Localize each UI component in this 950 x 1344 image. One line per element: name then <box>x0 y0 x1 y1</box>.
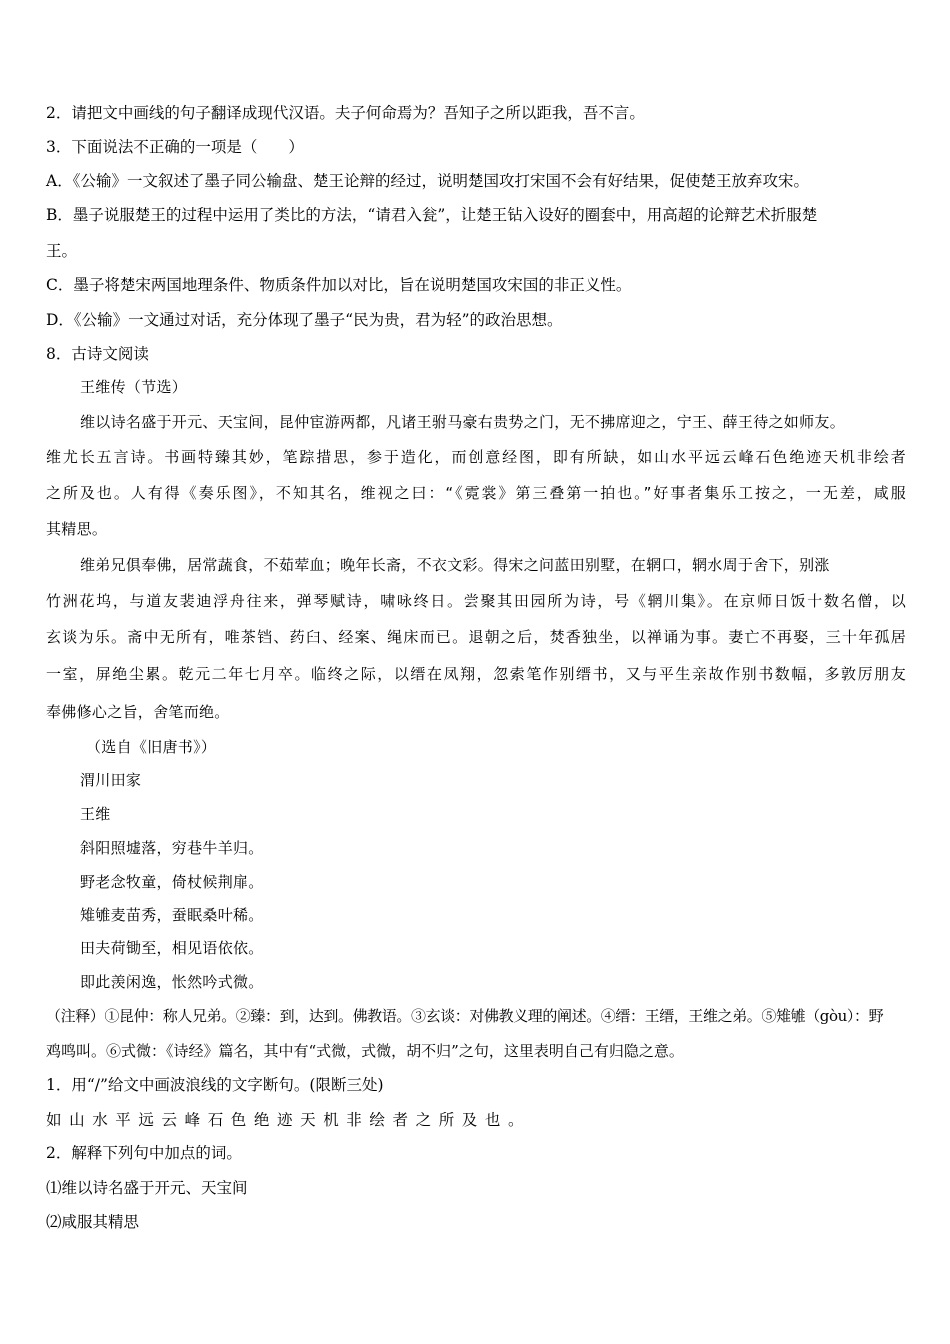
option-c: C．墨子将楚宋两国地理条件、物质条件加以对比，旨在说明楚国攻宋国的非正义性。 <box>46 276 632 294</box>
notes-line-1: （注释）①昆仲：称人兄弟。②臻：到，达到。佛教语。③玄谈：对佛教义理的阐述。④缙：王缙，王维之弟。⑤雉雊（gòu）：野 <box>46 1007 884 1025</box>
option-d: D．《公输》一文通过对话，充分体现了墨子“民为贵，君为轻”的政治思想。 <box>46 311 563 329</box>
passage-p2-line-2: 竹洲花坞，与道友裴迪浮舟往来，弹琴赋诗，啸咏终日。尝聚其田园所为诗，号《辋川集》。在京师日饭十数名僧，以 <box>46 592 906 610</box>
question-2-item-2: ⑵咸服其精思 <box>46 1213 140 1231</box>
question-1: 1．用“/”给文中画波浪线的文字断句。(限断三处) <box>46 1076 384 1094</box>
passage-p2-line-5: 奉佛修心之旨，舍笔而绝。 <box>46 703 230 721</box>
notes-line-2: 鸡鸣叫。⑥式微：《诗经》篇名，其中有“式微，式微，胡不归”之句，这里表明自己有归隐之意。 <box>46 1042 684 1060</box>
poem-line-4: 田夫荷锄至，相见语依依。 <box>80 939 264 957</box>
question-2-translate: 2．请把文中画线的句子翻译成现代汉语。夫子何命焉为？吾知子之所以距我，吾不言。 <box>46 104 645 122</box>
poem-line-2: 野老念牧童，倚杖候荆扉。 <box>80 873 264 891</box>
passage-source: （选自《旧唐书》） <box>86 738 217 756</box>
passage-p1-line-3: 之所及也。人有得《奏乐图》，不知其名，维视之曰：“《霓裳》第三叠第一拍也。”好事者集乐工按之，一无差，咸服 <box>46 484 906 502</box>
poem-line-1: 斜阳照墟落，穷巷牛羊归。 <box>80 839 264 857</box>
poem-title: 渭川田家 <box>80 771 142 789</box>
passage-p1-line-2: 维尤长五言诗。书画特臻其妙，笔踪措思，参于造化，而创意经图，即有所缺，如山水平远云峰石色绝迹天机非绘者 <box>46 448 906 466</box>
question-2-item-1: ⑴维以诗名盛于开元、天宝间 <box>46 1179 248 1197</box>
option-b-line-1: B．墨子说服楚王的过程中运用了类比的方法，“请君入瓮”，让楚王钻入设好的圈套中，用高超的论辩艺术折服楚 <box>46 206 818 224</box>
question-1-text: 如山水平远云峰石色绝迹天机非绘者之所及也。 <box>46 1111 532 1129</box>
poem-line-5: 即此羡闲逸，怅然吟式微。 <box>80 973 264 991</box>
question-3-stem: 3．下面说法不正确的一项是（ ） <box>46 138 304 156</box>
passage-p2-line-3: 玄谈为乐。斋中无所有，唯茶铛、药臼、经案、绳床而已。退朝之后，焚香独坐，以禅诵为事。妻亡不再娶，三十年孤居 <box>46 628 906 646</box>
poem-line-3: 雉雊麦苗秀，蚕眠桑叶稀。 <box>80 906 264 924</box>
passage-p1-line-4: 其精思。 <box>46 520 108 538</box>
question-2: 2．解释下列句中加点的词。 <box>46 1144 242 1162</box>
passage-title: 王维传（节选） <box>80 378 188 396</box>
poem-author: 王维 <box>80 805 111 823</box>
option-b-line-2: 王。 <box>46 242 78 260</box>
option-a: A．《公输》一文叙述了墨子同公输盘、楚王论辩的经过，说明楚国攻打宋国不会有好结果，促使楚王放弃攻宋。 <box>46 172 809 190</box>
passage-p2-line-1: 维弟兄俱奉佛，居常蔬食，不茹荤血；晚年长斋，不衣文彩。得宋之问蓝田别墅，在辋口，辋水周于舍下，别涨 <box>80 556 830 574</box>
passage-p1-line-1: 维以诗名盛于开元、天宝间，昆仲宦游两都，凡诸王驸马豪右贵势之门，无不拂席迎之，宁王、薛王待之如师友。 <box>80 413 846 431</box>
passage-p2-line-4: 一室，屏绝尘累。乾元二年七月卒。临终之际，以缙在凤翔，忽索笔作别缙书，又与平生亲故作别书数幅，多敦厉朋友 <box>46 665 906 683</box>
section-8-heading: 8．古诗文阅读 <box>46 345 149 363</box>
